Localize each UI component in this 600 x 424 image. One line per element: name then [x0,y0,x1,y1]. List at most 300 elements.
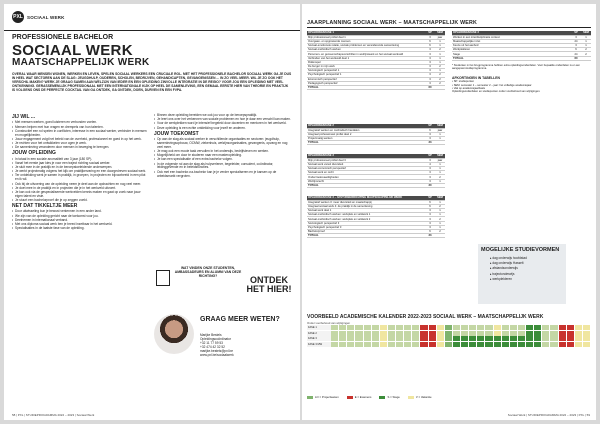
table-cell: Sociaal-methodisch werken: werkplek en veldwerk 2 [307,217,425,221]
calendar-week-cell [445,336,453,341]
table-cell: 33 [425,141,435,145]
table-cell: 3 [425,60,435,64]
page-subtitle: MAATSCHAPPELIJK WERK [12,57,150,68]
table-cell: 30 [425,183,435,187]
calendar-week-cell [339,336,347,341]
list-item: • Specialisaties in de laatste fase van de opleiding. [12,227,148,231]
table-cell: 3 [425,167,435,171]
logo-mark: PXL [12,11,24,23]
planning-header: JAARPLANNING SOCIAAL WERK – MAATSCHAPPELIJK WERK [307,20,478,26]
calendar-week-cell [453,336,461,341]
right-page [302,4,596,420]
section-heading-toekomst: JOUW TOEKOMST [154,130,199,137]
list-item: • De samenleving veranderen door mensen in beweging te brengen. [12,146,148,150]
table-cell: 3 [425,217,435,221]
calendar-week-cell [372,331,380,336]
calendar-week-cell [559,342,567,347]
table-cell: 6 [425,39,435,43]
list-item: • Je rechten voor het ontwikkelen voor ogen je werk. [12,142,148,146]
table-cell: 6 [425,204,435,208]
table-cell: 1 [435,209,445,213]
table-cell: 2 [435,48,445,52]
legend-item [347,395,372,399]
table-cell: 1 [435,179,445,183]
contact-title: GRAAG MEER WETEN? [200,316,280,323]
legend-label: S = Stage [387,395,400,399]
list-item: • Mensen helpen met hun vragen en drempels van hun talenten. [12,126,148,130]
table-fase3-mw [307,196,445,238]
calendar-week-cell [412,342,420,347]
calendar-week-cell [404,342,412,347]
calendar-week-cell [567,331,575,336]
calendar-week-cell [494,325,502,330]
abbreviations-list [452,80,591,90]
list-item: • Je doet mee in de praktijk en in projecten die je in het werkveld uitvoert. [12,187,148,191]
table-cell: 60 [425,85,435,89]
table-cell: Integratief werken en methodisch handelen [307,128,425,132]
table-cell: Psychologisch perspectief 1 [307,73,425,77]
calendar-week-cell [445,342,453,347]
calendar-week-cell [388,342,396,347]
table-cell: 3 [425,213,435,217]
table-total-row [307,183,445,187]
toekomst-list [154,138,292,179]
table-cell: 1 [435,132,445,136]
calendar-week-cell [347,336,355,341]
qr-code-icon[interactable] [156,270,170,286]
list-item: • Jouw engagement volgt het beleid van de overheid, professioneel en goed in op het werk. [12,138,148,142]
table-cell: 1 [435,200,445,204]
calendar-week-cell [583,331,591,336]
table-cell: OPLEIDINGSFASE 3 – AFSTUDEERRICHTING MAATSCHAPPELIJK WERK [307,196,425,200]
calendar-week-cell [567,336,575,341]
list-item: • Met ons diploma sociaal werk ben je breed inzetbaar in het werkveld. [12,223,148,227]
list-item: • Constructief een rol spelen in conflicten, interesse in een sociaal werker, verbinder in mensen en mogelijkheden. [12,130,148,138]
legend-swatch [408,396,414,400]
calendar-week-cell [445,325,453,330]
table-cell: Sociologisch perspectief 3 [307,221,425,225]
legend-item [379,395,399,399]
video-cta[interactable] [154,266,294,306]
table-cell: OPLEIDINGSFASE 3 [452,31,571,35]
table-cell: 2 [435,73,445,77]
table-cell: Bachelorproef [307,230,425,234]
calendar-week-cell [510,336,518,341]
calendar-week-cell [412,325,420,330]
table-cell: TOTAAL [307,234,425,238]
calendar-week-cell [420,342,428,347]
left-column [12,114,148,231]
table-fase3 [307,154,445,188]
intro-text: OVERAL WAAR MENSEN WONEN, WERKEN EN LEVEN, SPELEN SOCIAAL WERKERS EEN CRUCIALE ROL. MET HET PROFESSIONELE BACHELOR SOCIAAL WERK GA JE DUS IN HEEL WAT SECTOREN AAN DE SLAG: JEUGDHULP, OUDEREN, SCHOLEN, BEDRIJVEN, GEHANDICAPTEN, GEVANGENISSEN ... IN ZO VEEL MEER. WIL JE ZO OOK HET VERSCHIL MAKEN? WERK JE GRAAG SAMEN AAN WELZIJN VAN IEDER EN EEN OPLEIDING ZINVOLLE INTEGRATIE IN DE REGIO? VOOR JOU EEN OPLEIDING MET VEEL ONTKENNING. GERASSEMENLIJK PROFESSIONAAL MET EEN INTERNATIONALE KIJK OP HEEL DE SAMENLEVING, EEN GEMAAL EERSTE HIER VAN THEORIE EN PRAKTIJK IS VOLGENS ONS DE PERFECTE COCKTAIL VAN GA ONTDEK, GA ONTDEK, DOEN, DURVEN EN EEN FVPA. [12,72,292,93]
logo-text: SOCIAAL WERK [27,14,65,20]
calendar-week-cell [412,336,420,341]
calendar-week-cell [575,331,583,336]
calendar-week-cell [550,342,558,347]
calendar-week-cell [550,325,558,330]
table-total-row [307,85,445,89]
table-cell: 3 [425,171,435,175]
calendar-week-cell [526,342,534,347]
table-cell: 3 [425,65,435,69]
calendar-week-cell [331,342,339,347]
table-cell: SP [571,31,581,35]
calendar-week-cell [485,342,493,347]
table-cell: 2 [435,230,445,234]
calendar-week-cell [437,325,445,330]
table-cell: 3 [425,77,435,81]
table-cell: 2 [435,65,445,69]
table-cell: OPLEIDINGSFASE 1 [307,31,425,35]
cta-question: WAT VINDEN ONZE STUDENTEN, AMBASSADEURS EN ALUMNI VAN DEZE RICHTING? [174,266,242,279]
calendar-week-cell [461,336,469,341]
table-cell: SP [425,196,435,200]
table-cell: Keuze uit het aanbod [452,44,571,48]
table-cell: 6 [425,128,435,132]
calendar-week-cell [559,325,567,330]
table-cell: 1 [435,52,445,56]
divider [307,27,591,28]
calendar-week-cell [461,331,469,336]
table-cell: 3 [425,175,435,179]
calendar-week-cell [347,331,355,336]
calendar-row [307,342,591,347]
list-item: • Voor de werkplekken word je intensief begeleid door docenten en mentoren in het werkveld. [154,122,292,126]
table-cell: SEM [435,124,445,128]
calendar-week-cell [396,331,404,336]
table-cell: SP [425,124,435,128]
table-cell [435,183,445,187]
calendar-week-cell [485,331,493,336]
calendar-week-cell [469,342,477,347]
table-cell [581,56,591,60]
table-cell: 60 [571,56,581,60]
section-heading-jij: JIJ WIL ... [12,114,35,120]
legend-item [307,395,339,399]
program-kicker: PROFESSIONELE BACHELOR [12,34,114,41]
legend-item [408,395,432,399]
table-cell: 3 [425,48,435,52]
calendar-week-cell [469,336,477,341]
table-cell: jaar [435,128,445,132]
table-cell: 6 [425,230,435,234]
list-item: • Je werkt projectmatig volgens het kijk om praktijkervaring en een doorgedreven sociaal werk. [12,170,148,174]
table-cell: Sociologisch perspectief 1 [307,69,425,73]
table-cell: 1 [581,35,591,39]
table-cell: Integratief werken 3: meer diversiteit en maatschappij [307,200,425,204]
calendar-week-cell [339,342,347,347]
table-cell: Mijn professioneel profiel deel 1 [307,35,425,39]
calendar-week-cell [396,336,404,341]
table-cell: Psychologisch perspectief 3 [307,225,425,229]
abbreviation-item: • SEM: semester 1 – semester 2 – jaar: het volledige academiejaar [452,83,532,87]
calendar-week-cell [477,331,485,336]
study-mode-item: ▸ dag onderwijs Hasselt [490,261,527,266]
legend-swatch [379,396,385,400]
contact-line: Marijke Bestels [200,333,222,337]
calendar-week-cell [388,336,396,341]
calendar-row-label: FASE 3 [307,336,331,341]
table-cell: 1 [435,39,445,43]
calendar-week-cell [583,342,591,347]
calendar-week-cell [453,331,461,336]
table-total-row [452,56,591,60]
table-cell: 2 [435,204,445,208]
table-cell: TOTAAL [307,183,425,187]
right-column [154,114,292,179]
calendar-week-cell [575,336,583,341]
table-cell: SEM [435,31,445,35]
table-cell: 2 [581,52,591,56]
study-modes-title: MOGELIJKE STUDIEVORMEN [481,247,560,253]
table-cell: Projectmatig werken [307,137,425,141]
calendar-week-cell [502,342,510,347]
calendar-title: VOORBEELD ACADEMISCHE KALENDER 2022-2023 SOCIAAL WERK – MAATSCHAPPELIJK WERK [307,314,544,320]
table-cell: De burger in mijn werk [307,65,425,69]
study-mode-item: ▸ dag onderwijs hoofdstad [490,256,527,261]
table-cell: TOTAAL [307,141,425,145]
table-cell: Personen- en gemeenschapsverschillen in welzijnswerk en het sociaal werkveld [307,52,425,56]
calendar-week-cell [461,342,469,347]
section-heading-opleiding: JOUW OPLEIDING [12,150,56,157]
calendar-week-cell [347,325,355,330]
calendar-week-cell [355,342,363,347]
table-cell: 3 [425,35,435,39]
list-item: • Ook met een bachelor-na-bachelor kan je je verder specialiseren en je kansen op de arbeidsmarkt vergroten. [154,171,292,179]
calendar-week-cell [380,325,388,330]
contact-line: +32 474 42 32 52 [200,345,225,350]
table-cell: 2 [435,217,445,221]
table-cell: SEM [435,196,445,200]
table-cell: SEM [435,154,445,158]
tables-note: * Studenten in het brugprogramma hebben extra opleidingsonderdelen. Voor bepaalde onderdelen is er een aangepast studieprogramma. [452,64,581,71]
calendar-week-cell [364,325,372,330]
table-cell: Mijn professioneel profiel deel 3 [307,158,425,162]
table-cell: Sociaal werk deel 1 [307,209,425,213]
table-cell: OPLEIDINGSFASE 3 [307,154,425,158]
contact-block [154,314,294,374]
calendar-week-cell [575,325,583,330]
calendar-row-label: FASE 2 [307,331,331,336]
calendar-week-cell [575,342,583,347]
footer-right: Sociaal Werk | STUDIEPROGRAMMA 2022 – 2023 | PXL | 59 [507,413,590,417]
calendar-week-cell [502,336,510,341]
calendar-week-cell [534,336,542,341]
calendar-week-cell [420,325,428,330]
left-page [4,4,300,420]
col2-list [154,114,292,131]
table-cell: SP [425,31,435,35]
calendar-week-cell [396,342,404,347]
calendar-week-cell [518,325,526,330]
legend-label: E = Examens [354,395,372,399]
study-modes-list [490,256,527,282]
calendar-week-cell [542,342,550,347]
table-cell: Stage [452,52,571,56]
calendar-week-cell [534,331,542,336]
table-cell: 3 [425,179,435,183]
calendar-week-cell [510,325,518,330]
table-cell: 2 [435,77,445,81]
contact-line: marijke.bestels@pxl.be [200,349,233,354]
table-cell: Integraal professioneel profiel deel 2 [307,132,425,136]
contact-line: +32 11 77 59 53 [200,341,223,346]
table-cell: 6 [425,44,435,48]
abbreviations [452,77,591,93]
table-cell [435,85,445,89]
contact-line: www.pxl.be/sociaalwerk [200,353,234,358]
table-cell: 1 [435,44,445,48]
table-total-row [307,141,445,145]
calendar-week-cell [550,336,558,341]
table-cell: TOTAAL [307,85,425,89]
calendar-week-cell [420,336,428,341]
list-item: • Je leert ons over het verkennen van sociale problemen en hoe je daar een verschil kan maken. [154,118,292,122]
calendar-week-cell [453,325,461,330]
table-cell: Werken in een interdisciplinaire context [452,35,571,39]
list-item: • Je kan een specialisatie of een extra bachelor volgen. [154,158,292,162]
list-item: • Mogelijkheid om door te studeren naar een masteropleiding. [154,154,292,158]
list-item: • Ter ontdekking werk je samen in praktijk, in groepen, in projecten en bijvoorbeeld in een pilot en ik wil. [12,174,148,182]
table-cell: 1 [581,39,591,43]
calendar-week-cell [404,325,412,330]
list-item: • Je kan ook via de gespecialiseerde werkvelden kennis maken en gaat op zoek naar jouw eigen talent en visie. [12,191,148,199]
list-item: • Je mag ook een mooie taak vervullen in het onderwijs, bedrijfsleven en werken. [154,150,292,154]
table-cell: Sociaal economisch perspectief [307,167,425,171]
brochure-spread [4,4,596,420]
calendar-week-cell [331,331,339,336]
table-cell: jaar [435,35,445,39]
calendar-week-cell [437,336,445,341]
table-cell: 4 [425,162,435,166]
table-cell: 3 [425,81,435,85]
table-cell: 3 [425,221,435,225]
calendar-week-cell [388,325,396,330]
list-item: • Binnen deze opleiding bereiden we ook jou voor op de beroepspraktijk. [154,114,292,118]
cta-link[interactable]: ONTDEK HET HIER! [246,275,292,294]
contact-lines [200,333,234,358]
table-cell: 1 [435,56,445,60]
calendar-week-cell [469,325,477,330]
calendar-week-cell [437,331,445,336]
table-cell: Economisch perspectief [307,77,425,81]
table-cell: TOTAAL [452,56,571,60]
calendar-week-cell [477,342,485,347]
table-cell: Sociaal-methodisch werken: werkplek en veldwerk 1 [307,213,425,217]
table-cell: 1 [435,221,445,225]
calendar-week-cell [355,325,363,330]
study-mode-item: ▸ werkplekleren [490,277,527,282]
calendar-week-cell [494,336,502,341]
calendar-week-cell [372,325,380,330]
avatar [154,314,194,354]
calendar-week-cell [485,336,493,341]
calendar-row-label: FASE 3 MW [307,342,331,347]
list-item: • Deze opleiding is een echte ontdekking voor jezelf en anderen. [154,127,292,131]
academic-calendar [307,325,591,348]
table-cell: Onderzoeksvaardigheden [307,175,425,179]
calendar-week-cell [534,342,542,347]
calendar-legend [307,395,432,399]
table-cell: 2 [435,81,445,85]
study-mode-item: ▸ trajectonderwijs [490,272,527,277]
calendar-subtitle: Onder voorbehoud van wijzigingen [307,321,351,325]
abbreviation-item: • SP: studiepunten [452,80,475,84]
table-cell: 1 [435,69,445,73]
table-cell: jaar [435,158,445,162]
table-cell: 1 [435,162,445,166]
list-item: • Met mensen werken, goed luisteren en verbonden voelen. [12,121,148,125]
calendar-week-cell [453,342,461,347]
calendar-week-cell [355,331,363,336]
calendar-week-cell [412,331,420,336]
calendar-week-cell [542,331,550,336]
calendar-week-cell [510,331,518,336]
table-cell: 3 [425,69,435,73]
table-cell: 2 [435,175,445,179]
table-cell: Werkplekleren [452,48,571,52]
list-item: • Door uitwisseling kun je bewust verkennen in een ander land. [12,210,148,214]
logo [12,11,65,23]
calendar-week-cell [420,331,428,336]
table-cell: SP [425,154,435,158]
calendar-week-cell [445,331,453,336]
abbreviations-note: Opleidingsonderdelen en studiepunten onder voorbehoud van wijzigingen. [452,90,541,94]
calendar-week-cell [526,331,534,336]
table-cell: 6 [571,48,581,52]
table-cell [435,141,445,145]
list-item: • In totaal in een sociale anomaliteit van 3 jaar (180 SP). [12,158,148,162]
calendar-week-cell [559,331,567,336]
calendar-week-cell [372,342,380,347]
calendar-week-cell [518,342,526,347]
calendar-week-cell [583,325,591,330]
table-cell: 1 [435,167,445,171]
opleiding-list [12,158,148,203]
legend-label: V = Vakantie [415,395,432,399]
calendar-week-cell [550,331,558,336]
calendar-week-cell [477,336,485,341]
table-cell: 33 [425,234,435,238]
list-item: • Je stuurt een bachelorproef die je op zeggen zoekt. [12,199,148,203]
calendar-week-cell [429,342,437,347]
table-cell: 3 [425,56,435,60]
list-item: • Ook bij de uitvoering van de opleiding neem je deel aan de opdrachten en nog veel meer. [12,183,148,187]
calendar-week-cell [518,331,526,336]
table-cell: 3 [425,209,435,213]
calendar-week-cell [542,336,550,341]
section-heading-tikkeltje: NET DAT TIKKELTJE MEER [12,202,78,209]
contact-line: Opleidingscoördinator [200,337,232,342]
table-cell: 1 [435,137,445,141]
calendar-week-cell [339,331,347,336]
calendar-week-cell [534,325,542,330]
calendar-week-cell [518,336,526,341]
table-cell: 1 [435,171,445,175]
calendar-week-cell [437,342,445,347]
table-cell: 3 [571,35,581,39]
table-cell: Welzijnsrecht [307,179,425,183]
tikkeltje-list [12,210,148,231]
table-cell: 3 [425,158,435,162]
calendar-week-cell [559,336,567,341]
calendar-week-cell [494,331,502,336]
calendar-week-cell [567,342,575,347]
table-cell: Maatschappelijke inzet [452,39,571,43]
calendar-week-cell [429,325,437,330]
table-cell [435,234,445,238]
table-cell: OPLEIDINGSFASE 2 [307,124,425,128]
